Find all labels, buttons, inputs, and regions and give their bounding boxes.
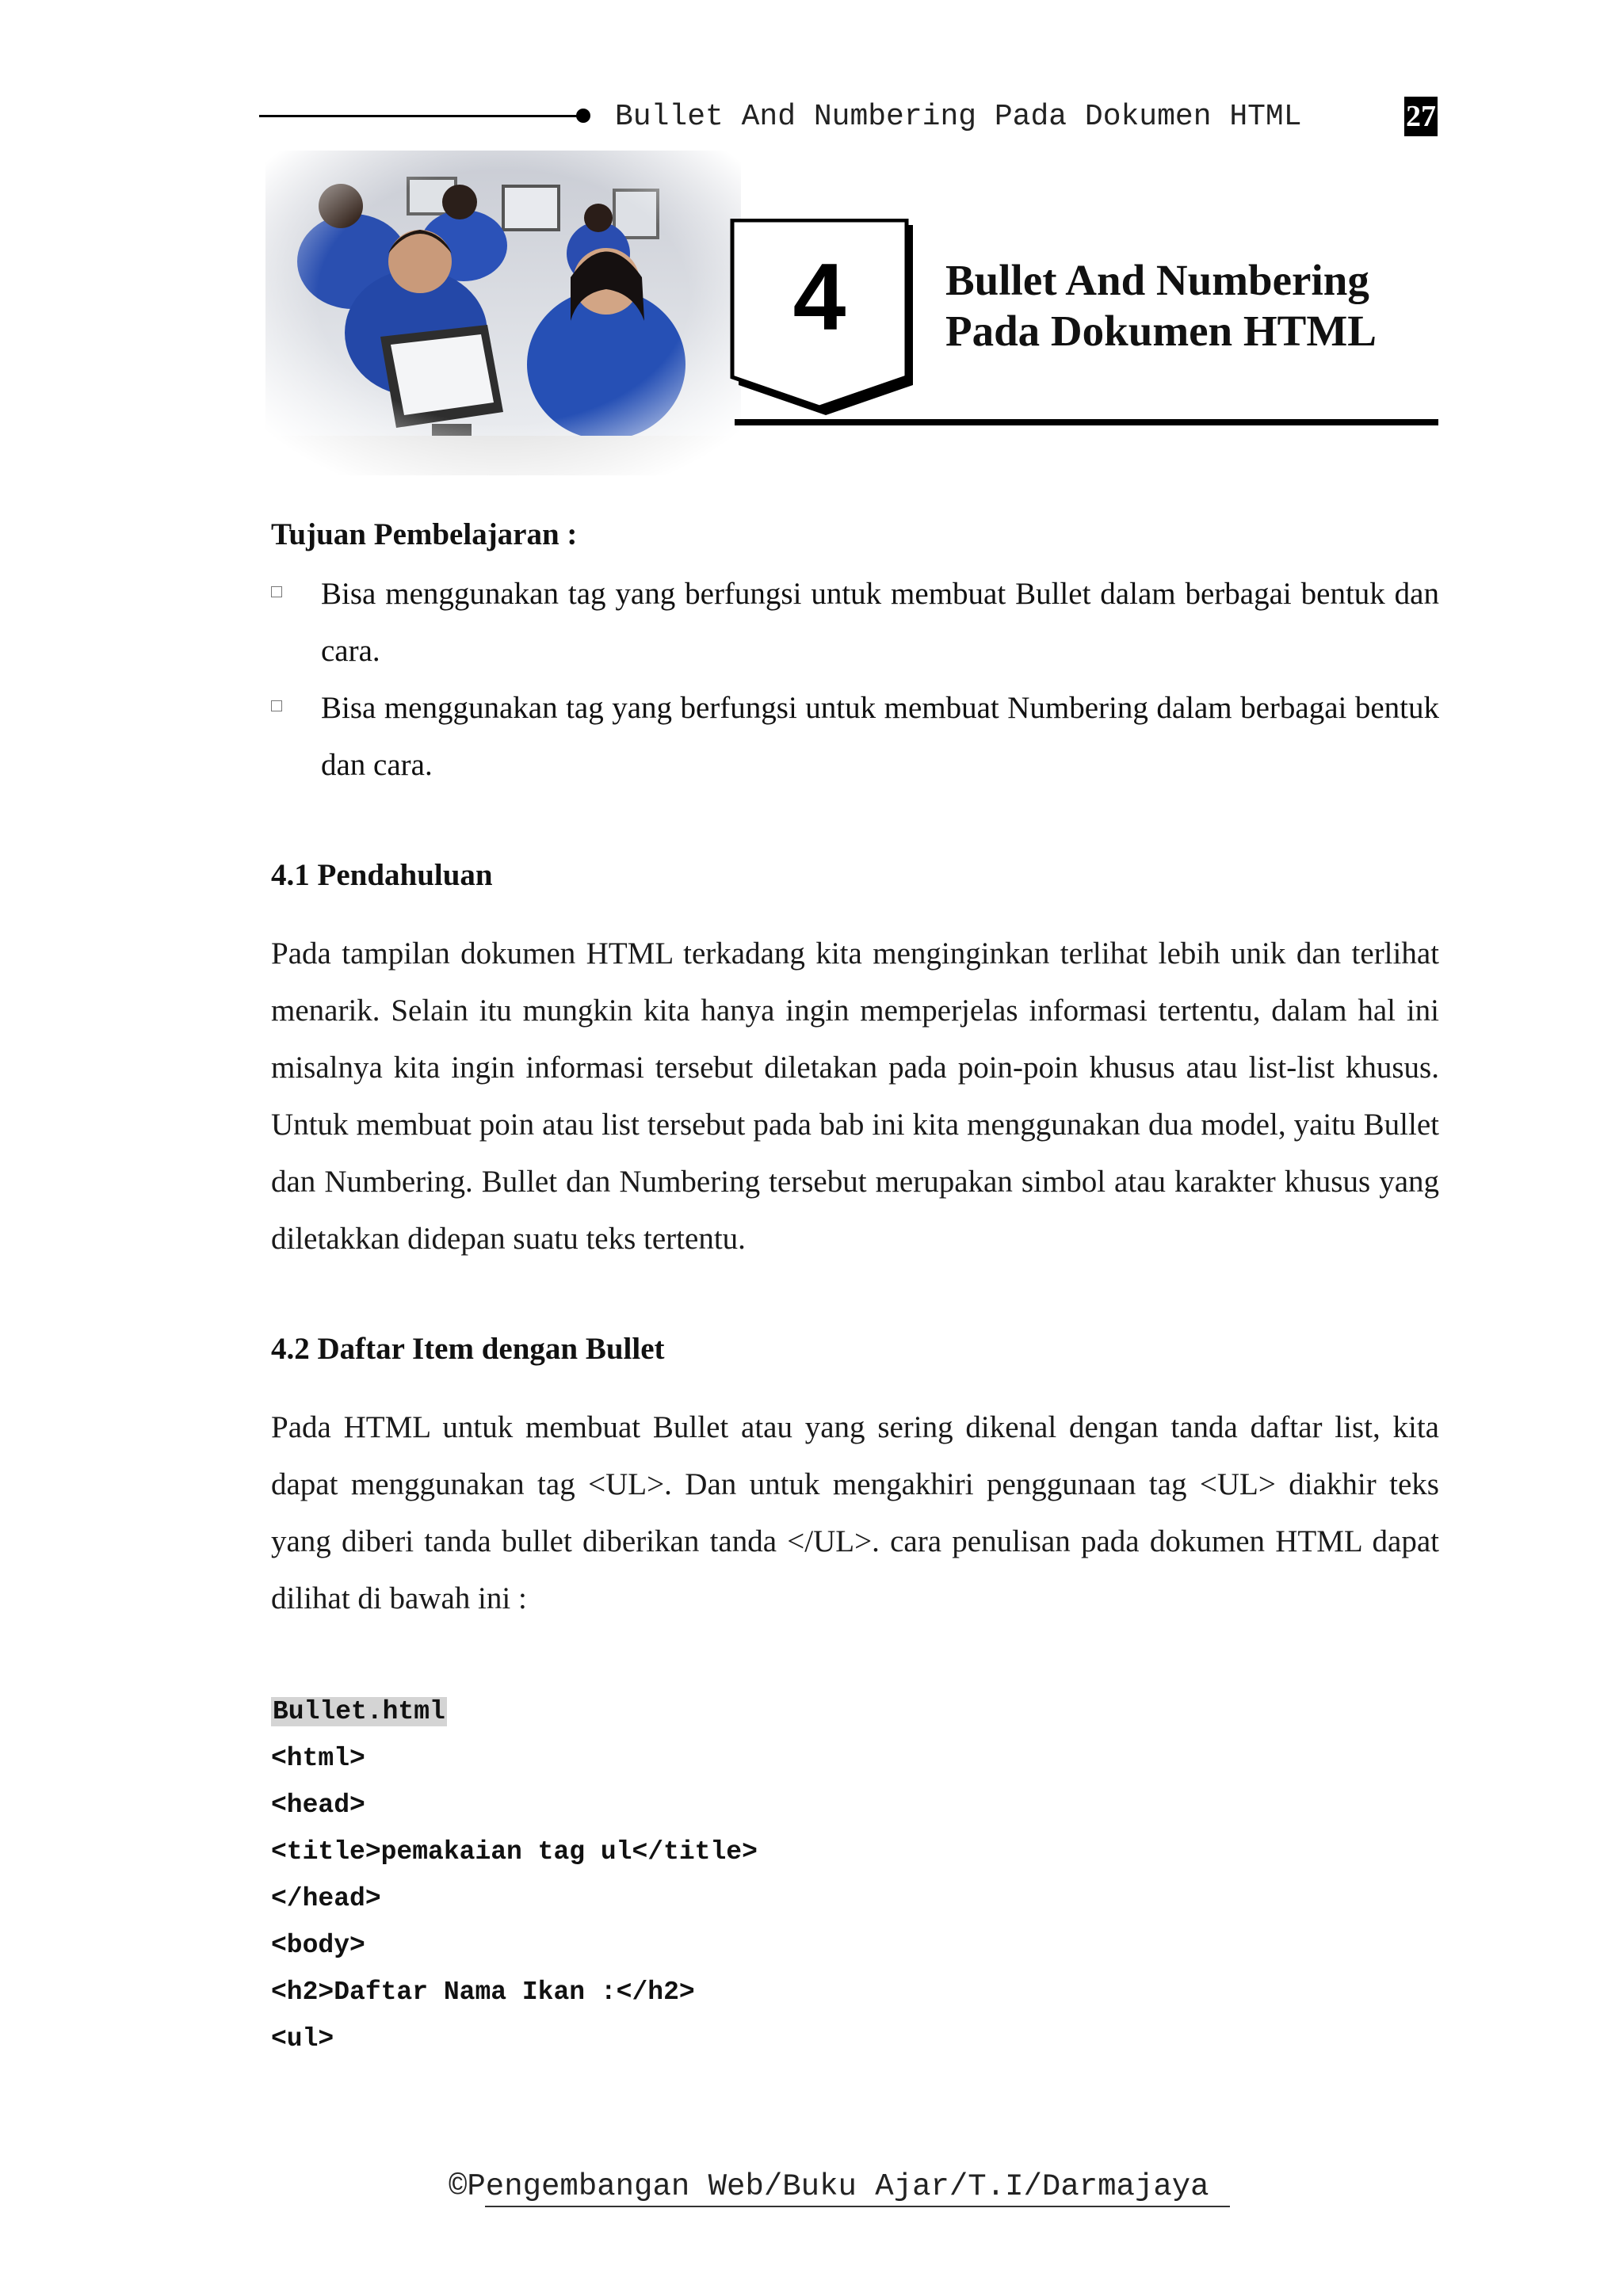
objective-item (271, 680, 1439, 794)
code-line: <ul> (271, 2024, 334, 2054)
code-line: <body> (271, 1931, 365, 1960)
code-line: <h2>Daftar Nama Ikan :</h2> (271, 1978, 695, 2007)
section-4-2-paragraph: Pada HTML untuk membuat Bullet atau yang sering dikenal dengan tanda daftar list, kita dapat menggunakan tag <UL>. Dan untuk mengakhiri penggunaan tag <UL> diakhir teks yang diberi tanda bullet diberikan tanda </UL>. cara penulisan pada dokumen HTML dapat dilihat di bawah ini : (271, 1410, 1439, 1615)
objective-item (271, 566, 1439, 680)
objectives-heading: Tujuan Pembelajaran : (271, 517, 578, 551)
footer-underline (485, 2206, 1230, 2207)
chapter-number: 4 (792, 244, 846, 350)
chapter-title-line-1: Bullet And Numbering (945, 256, 1369, 304)
square-bullet-icon (271, 700, 282, 711)
section-heading-4-1: 4.1 Pendahuluan (271, 858, 493, 892)
header-bullet-dot (576, 109, 590, 123)
chapter-rule (735, 419, 1438, 425)
header-rule (259, 115, 579, 117)
page-footer: ©Pengembangan Web/Buku Ajar/T.I/Darmajaya (449, 2169, 1209, 2204)
code-line: </head> (271, 1884, 381, 1913)
chapter-title-line-2: Pada Dokumen HTML (945, 307, 1377, 355)
chapter-number-badge (729, 219, 927, 417)
code-line: <html> (271, 1744, 365, 1773)
chapter-title (945, 255, 1377, 357)
objective-item-text: Bisa menggunakan tag yang berfungsi untuk membuat Numbering dalam berbagai bentuk dan cara. (321, 691, 1439, 782)
page-number: 27 (1404, 97, 1438, 136)
objective-item-text: Bisa menggunakan tag yang berfungsi untuk membuat Bullet dalam berbagai bentuk dan cara. (321, 577, 1439, 668)
section-heading-4-2: 4.2 Daftar Item dengan Bullet (271, 1332, 665, 1366)
running-header-title: Bullet And Numbering Pada Dokumen HTML (615, 100, 1302, 134)
code-filename (271, 1697, 447, 1726)
chapter-photo (265, 151, 741, 475)
code-line: <head> (271, 1791, 365, 1820)
code-line: <title>pemakaian tag ul</title> (271, 1837, 758, 1867)
code-filename-label: Bullet.html (273, 1697, 445, 1726)
square-bullet-icon (271, 586, 282, 597)
section-4-1-paragraph: Pada tampilan dokumen HTML terkadang kita menginginkan terlihat lebih unik dan terlihat menarik. Selain itu mungkin kita hanya ingin memperjelas informasi tertentu, dalam hal ini misalnya kita ingin informasi tersebut diletakan pada poin-poin khusus atau list-list khusus. Untuk membuat poin atau list tersebut pada bab ini kita menggunakan dua model, yaitu Bullet dan Numbering. Bullet dan Numbering tersebut merupakan simbol atau karakter khusus yang diletakkan didepan suatu teks tertentu. (271, 936, 1439, 1256)
